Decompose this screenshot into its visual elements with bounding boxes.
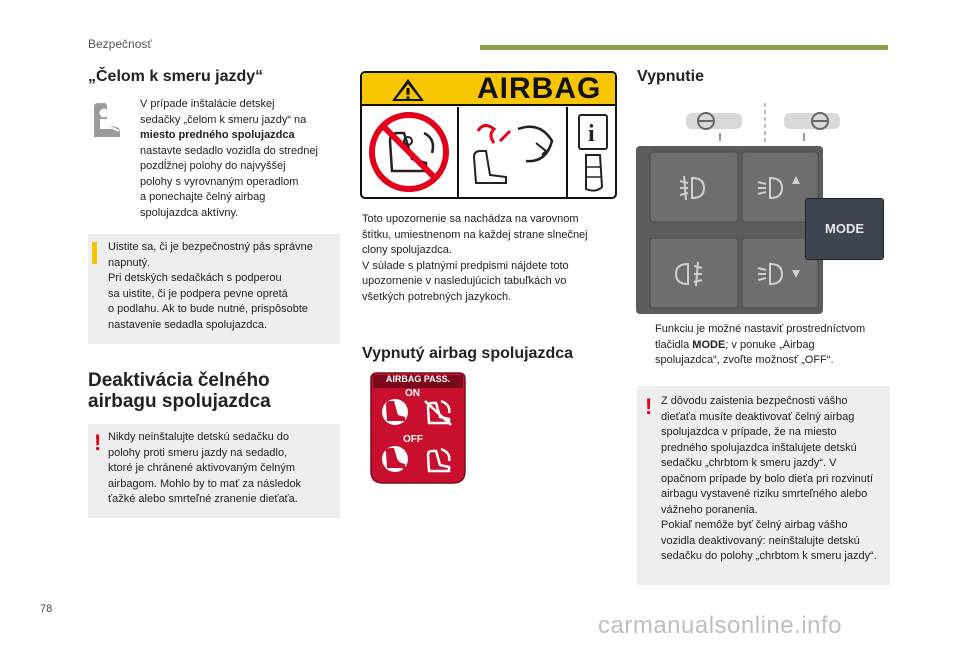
airbag-warning-label — [360, 71, 617, 199]
passenger-off-title: Vypnutý airbag spolujazdca — [362, 345, 574, 362]
child-seat-icon — [88, 101, 122, 141]
text-line: sedačku „chrbtom k smeru jazdy“. V — [661, 457, 837, 469]
text-line: ťažké alebo smrteľné zranenie dieťaťa. — [108, 493, 298, 505]
text-line: opačnom prípade by bolo dieťa pri rozvinutí — [661, 472, 874, 485]
warning-note-right — [637, 386, 890, 585]
badge-on: ON — [405, 388, 420, 399]
deactivation-right-title: Vypnutie — [637, 68, 704, 85]
mode-bold: MODE — [692, 338, 726, 351]
text-line: nastavte sedadlo vozidla do strednej — [140, 144, 318, 157]
svg-text:i: i — [588, 121, 595, 147]
control-panel-image — [636, 146, 823, 314]
steering-position-diagram — [680, 103, 850, 145]
text-line: vážneho poranenia. — [661, 503, 758, 516]
text-line: Pokiaľ nemôže byť čelný airbag vášho — [661, 519, 848, 531]
text-line: nastavenie sedadla spolujazdca. — [108, 318, 268, 331]
text-line: napnutý. — [108, 256, 151, 269]
deactivation-title — [88, 370, 271, 412]
badge-title: AIRBAG PASS. — [385, 374, 451, 384]
info-icon — [92, 242, 97, 264]
warning-note — [88, 424, 340, 518]
text-line: Pri detských sedačkách s podperou — [108, 272, 282, 284]
warning-icon: ! — [94, 430, 102, 455]
text-line: vozidla deaktivovaný: neinštalujte detskú — [661, 534, 860, 547]
text-line-bold: miesto predného spolujazdca — [140, 129, 295, 141]
text-line: sedačky „čelom k smeru jazdy“ na — [140, 113, 307, 126]
text-line: Z dôvodu zaistenia bezpečnosti vášho — [661, 395, 848, 407]
airbag-pass-badge — [369, 371, 467, 485]
text-line: polohy s vyrovnaným operadlom — [140, 175, 299, 188]
text-line: Funkciu je možné nastaviť prostredníctvom — [655, 323, 866, 335]
text-line: štítku, umiestnenom na každej strane slnečnej — [362, 228, 588, 241]
text-line: dieťaťa musíte deaktivovať čelný airbag — [661, 410, 855, 423]
text-line — [655, 338, 897, 354]
text-line: ktoré je chránené aktivovaným čelným — [108, 462, 296, 474]
mode-instruction — [637, 322, 897, 369]
info-note — [88, 234, 340, 344]
page-number: 78 — [40, 603, 53, 615]
text-line: clony spolujazdca. — [362, 244, 452, 256]
text-fragment: ; v ponuke „Airbag — [725, 338, 815, 351]
text-line: V súlade s platnými predpismi nájdete toto — [362, 259, 569, 272]
section-header: Bezpečnosť — [88, 37, 152, 51]
label-location-text — [362, 212, 622, 305]
text-line: polohy proti smeru jazdy na sedadlo, — [108, 446, 288, 459]
text-line: o podlahu. Ak to bude nutné, prispôsobte — [108, 303, 308, 315]
title-line: airbagu spolujazdca — [88, 391, 271, 412]
text-line: Nikdy neinštalujte detskú sedačku do — [108, 431, 289, 443]
airbag-label-word: AIRBAG — [477, 72, 602, 105]
header-accent-bar — [480, 45, 888, 50]
text-line: spolujazdca v prípade, že na miesto — [661, 426, 837, 438]
text-line: sedačku do polohy „chrbtom k smeru jazdy“. — [661, 550, 877, 562]
text-line: upozornenie v nasledujúcich tabuľkách vo — [362, 275, 567, 287]
badge-off: OFF — [403, 434, 423, 445]
mode-button-label: MODE — [825, 221, 864, 236]
text-line: airbagom. Mohlo by to mať za následok — [108, 477, 302, 490]
text-line: predného spolujazdca inštalujete detskú — [661, 441, 857, 454]
watermark: carmanualsonline.info — [598, 612, 842, 639]
title-line: Deaktivácia čelného — [88, 370, 270, 391]
text-line: Toto upozornenie sa nachádza na varovnom — [362, 213, 579, 225]
text-fragment: tlačidla — [655, 338, 693, 351]
text-line: airbagu vystavené riziku smrteľného alebo — [661, 488, 868, 500]
text-line: pozdĺžnej polohy do najvyššej — [140, 160, 286, 172]
text-line: Uistite sa, či je bezpečnostný pás správne — [108, 241, 313, 253]
text-line: a ponechajte čelný airbag — [140, 191, 266, 203]
forward-facing-text — [140, 97, 340, 221]
warning-icon: ! — [645, 394, 653, 419]
forward-facing-title: „Čelom k smeru jazdy“ — [88, 68, 264, 85]
text-line: V prípade inštalácie detskej — [140, 98, 275, 110]
text-line: sa uistite, či je podpera pevne opretá — [108, 287, 288, 300]
text-line: všetkých potrebných jazykoch. — [362, 290, 512, 303]
text-line: spolujazdca aktívny. — [140, 206, 239, 219]
text-line: spolujazdca“, zvoľte možnosť „OFF“. — [655, 354, 834, 366]
mode-button[interactable] — [805, 198, 884, 260]
